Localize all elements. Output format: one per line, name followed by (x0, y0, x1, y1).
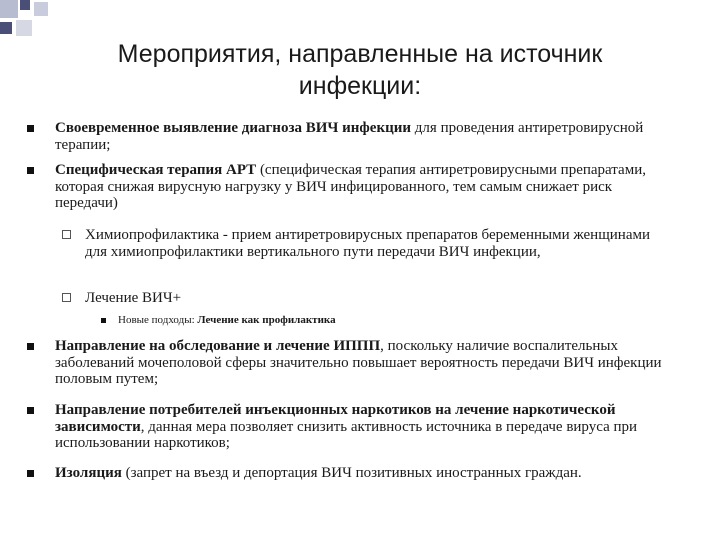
item-bold: Направление потребителей инъекционных наркотиков на лечение наркотической зависимости (55, 402, 616, 435)
item-bold: Специфическая терапия АРТ (55, 162, 257, 178)
list-item (55, 120, 675, 153)
list-item (55, 162, 675, 212)
bullet-icon (27, 125, 34, 132)
bullet-icon (101, 318, 106, 323)
item-text: , данная мера позволяет снизить активность источника в передаче вируса при использовании наркотиков; (55, 418, 638, 451)
item-text: Новые подходы: (118, 314, 198, 326)
sub-list-item: Лечение ВИЧ+ (85, 290, 182, 306)
list-item (55, 465, 695, 482)
item-bold: Лечение как профилактика (197, 314, 336, 326)
checkbox-bullet-icon (62, 293, 71, 302)
list-item (55, 402, 675, 452)
item-text: для проведения антиретровирусной терапии; (55, 120, 644, 153)
item-bold: Своевременное выявление диагноза ВИЧ инфекции (55, 120, 412, 136)
sub-list-item: Химиопрофилактика - прием антиретровирусных препаратов беременными женщинами для химиопрофилактики вертикального пути передачи ВИЧ инфекции, (85, 227, 650, 260)
item-bold: Изоляция (55, 465, 122, 481)
page-title: Мероприятия, направленные на источник инфекции: (117, 40, 603, 100)
sub-sub-list-item (118, 314, 678, 327)
item-text: (специфическая терапия антиретровирусными препаратами, которая снижая вирусную нагрузку у ВИЧ инфицированного, тем самым снижает риск передачи) (55, 162, 646, 211)
bullet-icon (27, 343, 34, 350)
item-bold: Направление на обследование и лечение ИППП (55, 338, 381, 354)
bullet-icon (27, 167, 34, 174)
item-text: (запрет на въезд и депортация ВИЧ позитивных иностранных граждан. (121, 465, 582, 481)
bullet-icon (27, 407, 34, 414)
bullet-icon (27, 470, 34, 477)
item-text: , поскольку наличие воспалительных заболеваний мочеполовой сферы значительно повышает вероятность передачи ВИЧ инфекции половым путем; (55, 338, 662, 387)
list-item (55, 338, 675, 388)
checkbox-bullet-icon (62, 230, 71, 239)
